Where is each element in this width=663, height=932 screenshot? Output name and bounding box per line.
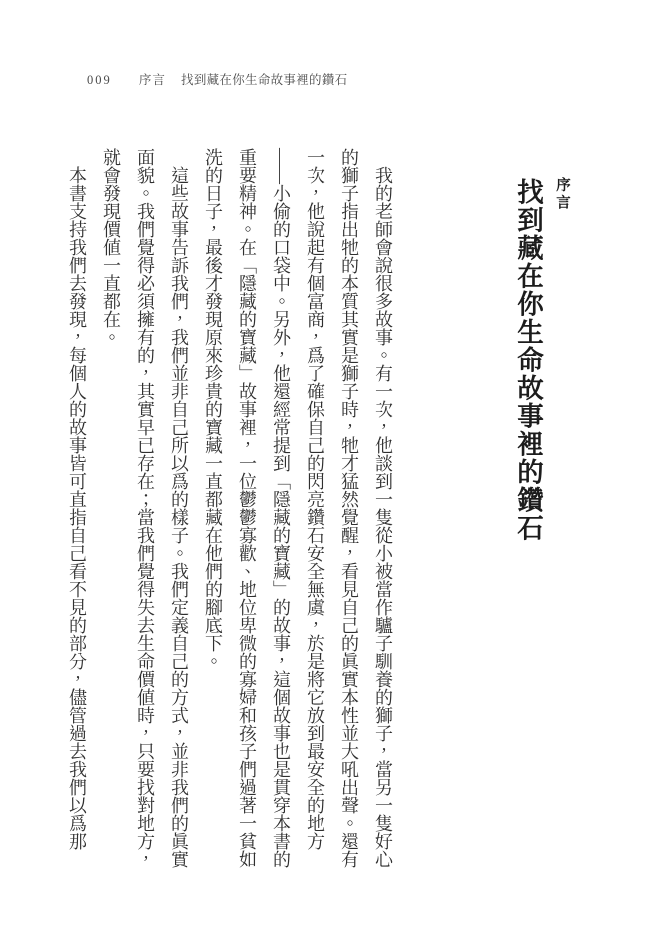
chapter-section-label: 序言 [554, 177, 570, 212]
page-number: 009 [87, 73, 112, 87]
header-book-title: 找到藏在你生命故事裡的鑽石 [181, 73, 348, 87]
body-paragraph: 我的老師會說很多故事。有一次，他談到一隻從小被當作驢子馴養的獅子，當另一隻好心的獅子指出牠的本質其實是獅子時，牠才猛然覺醒，看見自己的眞實本性並大吼出聲。還有一次，他說起有個富商，爲了確保自己的閃亮鑽石安全無虞，於是將它放到最安全的地方——小偷的口袋中。另外，他還經常提到「隱藏的寶藏」的故事，這個故事也是貫穿本書的重要精神。在「隱藏的寶藏」故事裡，一位鬱鬱寡歡、地位卑微的寡婦和孩子們過著一貧如洗的日子，最後才發現原來珍貴的寶藏一直都藏在他們的腳底下。 [203, 148, 393, 868]
body-paragraph: 本書支持我們去發現，每個人的故事皆可直指自己看不見的部分，儘管過去我們以爲那 [67, 166, 87, 850]
chapter-title: 找到藏在你生命故事裡的鑽石 [513, 178, 543, 542]
chapter-title-block [510, 148, 572, 788]
body-paragraph: 這些故事告訴我們，我們並非自己所以爲的樣子。我們定義自己的方式，並非我們的眞實面貌。我們覺得必須擁有的，其實早已存在；當我們覺得失去生命價値時，只要找對地方，就會發現價値一直都在。 [101, 148, 189, 868]
running-header [87, 70, 347, 88]
body-text [60, 148, 400, 874]
header-section-label: 序言 [138, 73, 166, 87]
